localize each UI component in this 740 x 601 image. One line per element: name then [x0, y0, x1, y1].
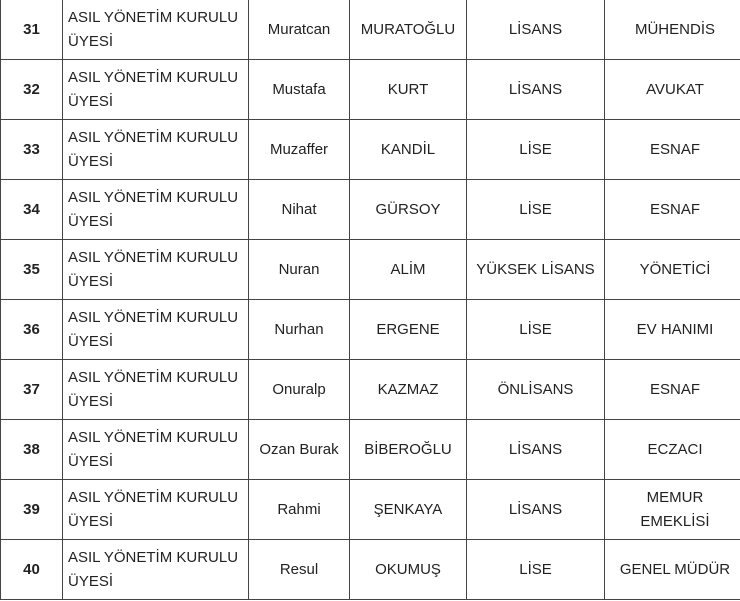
table-row	[1, 60, 740, 120]
table-row	[1, 0, 740, 60]
profession-cell: ESNAF	[605, 180, 740, 240]
position-cell: ASIL YÖNETİM KURULU ÜYESİ	[63, 360, 249, 420]
first-name-cell: Onuralp	[249, 360, 350, 420]
last-name-cell: KURT	[350, 60, 467, 120]
row-number: 40	[1, 540, 63, 600]
table-row	[1, 120, 740, 180]
education-cell: LİSE	[467, 180, 605, 240]
education-cell: LİSANS	[467, 0, 605, 60]
last-name-cell: BİBEROĞLU	[350, 420, 467, 480]
education-cell: LİSANS	[467, 480, 605, 540]
first-name-cell: Mustafa	[249, 60, 350, 120]
education-cell: YÜKSEK LİSANS	[467, 240, 605, 300]
row-number: 33	[1, 120, 63, 180]
education-cell: LİSE	[467, 300, 605, 360]
education-cell: ÖNLİSANS	[467, 360, 605, 420]
position-cell: ASIL YÖNETİM KURULU ÜYESİ	[63, 180, 249, 240]
position-cell: ASIL YÖNETİM KURULU ÜYESİ	[63, 240, 249, 300]
profession-cell: GENEL MÜDÜR	[605, 540, 740, 600]
education-cell: LİSE	[467, 540, 605, 600]
position-cell: ASIL YÖNETİM KURULU ÜYESİ	[63, 60, 249, 120]
first-name-cell: Muratcan	[249, 0, 350, 60]
profession-cell: EV HANIMI	[605, 300, 740, 360]
profession-cell: ESNAF	[605, 360, 740, 420]
education-cell: LİSE	[467, 120, 605, 180]
last-name-cell: ERGENE	[350, 300, 467, 360]
table-row	[1, 480, 740, 540]
position-cell: ASIL YÖNETİM KURULU ÜYESİ	[63, 120, 249, 180]
table-row	[1, 300, 740, 360]
row-number: 32	[1, 60, 63, 120]
first-name-cell: Ozan Burak	[249, 420, 350, 480]
profession-cell	[605, 480, 740, 540]
first-name-cell: Nurhan	[249, 300, 350, 360]
row-number: 37	[1, 360, 63, 420]
position-cell: ASIL YÖNETİM KURULU ÜYESİ	[63, 540, 249, 600]
row-number: 39	[1, 480, 63, 540]
profession-cell: ECZACI	[605, 420, 740, 480]
last-name-cell: OKUMUŞ	[350, 540, 467, 600]
last-name-cell: MURATOĞLU	[350, 0, 467, 60]
last-name-cell: ALİM	[350, 240, 467, 300]
row-number: 31	[1, 0, 63, 60]
row-number: 34	[1, 180, 63, 240]
position-cell: ASIL YÖNETİM KURULU ÜYESİ	[63, 420, 249, 480]
profession-cell: YÖNETİCİ	[605, 240, 740, 300]
table-row	[1, 180, 740, 240]
table-body	[1, 0, 740, 600]
profession-cell: ESNAF	[605, 120, 740, 180]
profession-cell: AVUKAT	[605, 60, 740, 120]
table-row	[1, 420, 740, 480]
last-name-cell: KANDİL	[350, 120, 467, 180]
education-cell: LİSANS	[467, 420, 605, 480]
profession-text: MEMUR EMEKLİSİ	[640, 488, 710, 530]
profession-cell: MÜHENDİS	[605, 0, 740, 60]
education-cell: LİSANS	[467, 60, 605, 120]
last-name-cell: GÜRSOY	[350, 180, 467, 240]
row-number: 36	[1, 300, 63, 360]
table-row	[1, 360, 740, 420]
first-name-cell: Nihat	[249, 180, 350, 240]
first-name-cell: Rahmi	[249, 480, 350, 540]
first-name-cell: Resul	[249, 540, 350, 600]
last-name-cell: ŞENKAYA	[350, 480, 467, 540]
table-row	[1, 540, 740, 600]
last-name-cell: KAZMAZ	[350, 360, 467, 420]
row-number: 38	[1, 420, 63, 480]
table-row	[1, 240, 740, 300]
position-cell: ASIL YÖNETİM KURULU ÜYESİ	[63, 480, 249, 540]
position-cell: ASIL YÖNETİM KURULU ÜYESİ	[63, 300, 249, 360]
position-cell: ASIL YÖNETİM KURULU ÜYESİ	[63, 0, 249, 60]
first-name-cell: Nuran	[249, 240, 350, 300]
first-name-cell: Muzaffer	[249, 120, 350, 180]
row-number: 35	[1, 240, 63, 300]
